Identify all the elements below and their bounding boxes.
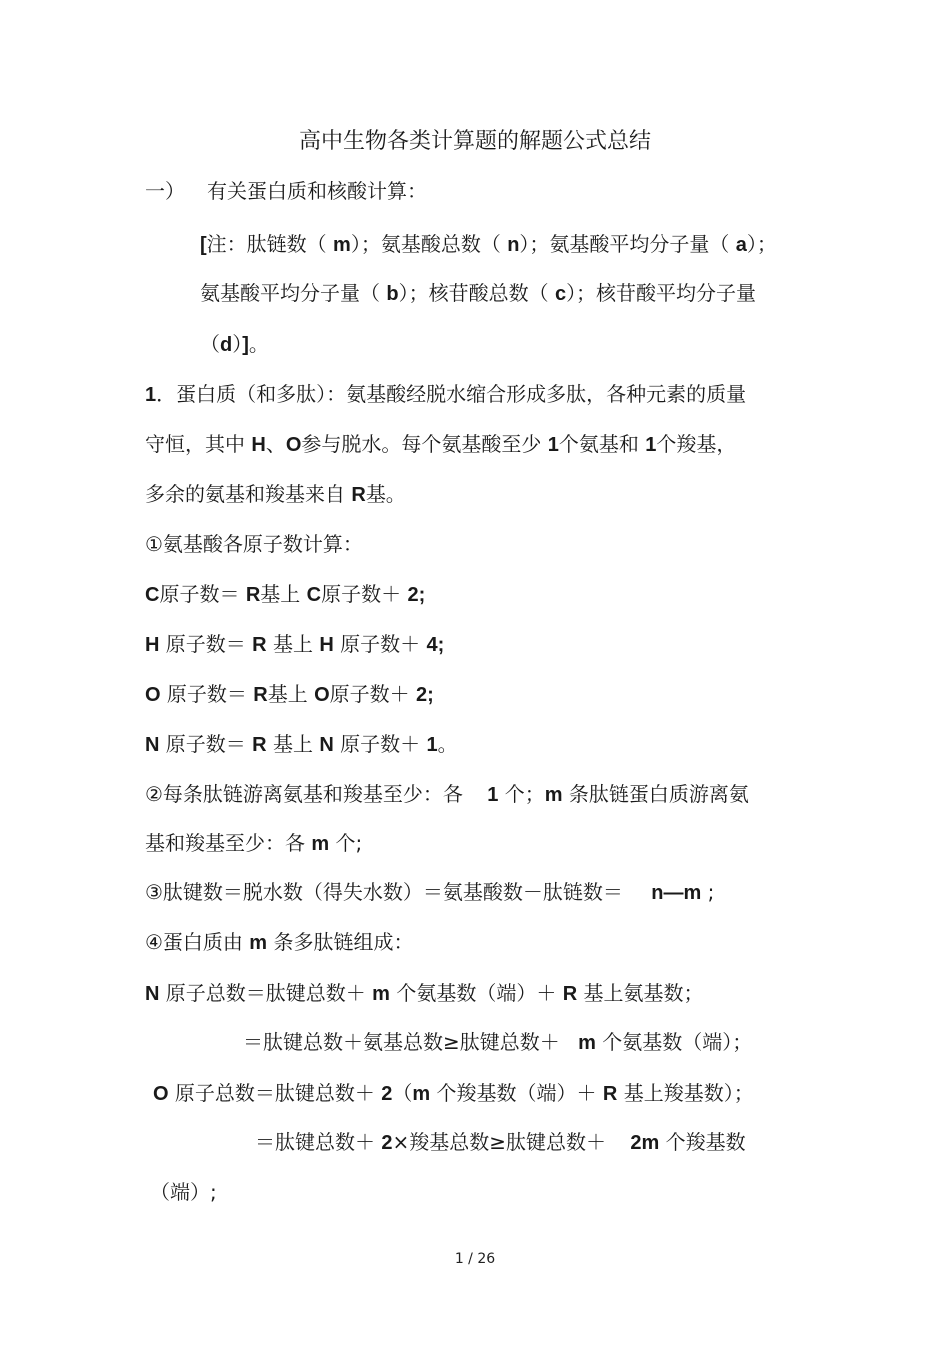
formula-text: ＝肽键总数＋氨基总数≥肽键总数＋ <box>243 1030 567 1054</box>
section-heading-1 <box>145 178 427 204</box>
formula-text: 原子数＝ <box>159 732 253 756</box>
var-m: m <box>544 784 563 806</box>
item-text: 、 <box>265 432 286 456</box>
item-text: 守恒，其中 <box>145 432 252 456</box>
item-1-line-3 <box>145 481 406 508</box>
note-text: ）；核苷酸平均分子量 <box>566 281 757 305</box>
formula-text: 原子数＋ <box>329 682 417 706</box>
item-text: 多余的氨基和羧基来自 <box>145 482 352 506</box>
punct: ; <box>418 584 426 606</box>
note-bracket-open: [ <box>200 234 207 256</box>
punct: ; <box>701 880 715 904</box>
note-text: ）；核苷酸总数（ <box>398 281 555 305</box>
note-var-a: a <box>735 234 747 256</box>
item-text: 参与脱水。每个氨基酸至少 <box>301 432 548 456</box>
item-text: 个氨基和 <box>558 432 646 456</box>
formula-text: 个羧基数（端）＋ <box>430 1081 603 1105</box>
var-m: m <box>578 1032 596 1054</box>
number: 2 <box>407 584 419 606</box>
item-text: ．蛋白质（和多肽）：氨基酸经脱水缩合形成多肽，各种元素的质量 <box>156 382 747 406</box>
formula-text: 基上 <box>266 732 320 756</box>
number: 2 <box>381 1132 393 1154</box>
formula-o-total-line-1 <box>153 1080 754 1107</box>
group-r: R <box>245 584 261 606</box>
group-r: R <box>602 1083 618 1105</box>
punct: 。 <box>437 732 458 756</box>
note-text: 注：肽链数（ <box>206 232 334 256</box>
formula-text: 个羧基数 <box>659 1130 746 1154</box>
formula-text: 条肽链蛋白质游离氨 <box>562 782 749 806</box>
note-text: ） <box>232 332 243 356</box>
element-o: O <box>145 684 161 706</box>
formula-text: ④蛋白质由 <box>145 930 250 954</box>
item-text: 个羧基， <box>656 432 737 456</box>
formula-text: 基上羧基数）； <box>617 1081 754 1105</box>
item-text: 基。 <box>365 482 406 506</box>
formula-text: 个氨基数（端）； <box>595 1030 753 1054</box>
formula-text: 原子数＋ <box>333 732 427 756</box>
note-text: 氨基酸平均分子量（ <box>200 281 387 305</box>
formula-o-atoms <box>145 681 434 708</box>
item-1-line-1 <box>145 381 746 408</box>
element-c: C <box>306 584 322 606</box>
formula-text: 原子总数＝肽键总数＋ <box>168 1081 382 1105</box>
formula-text: 个； <box>498 782 545 806</box>
formula-text: 条多肽链组成： <box>267 930 414 954</box>
element-n: N <box>145 734 160 756</box>
section-number: 一） <box>145 179 185 203</box>
note-text: ）；氨基酸总数（ <box>350 232 508 256</box>
subheading-1: ①氨基酸各原子数计算： <box>145 532 363 556</box>
note-var-m: m <box>333 234 351 256</box>
formula-o-total-line-2 <box>255 1129 746 1156</box>
formula-text: 个; <box>329 831 363 855</box>
formula-text: 基上 <box>260 582 307 606</box>
formula-text: ＝肽键总数＋ <box>255 1130 382 1154</box>
subheading-4 <box>145 929 413 956</box>
formula-n-total-line-1 <box>145 980 704 1007</box>
var-m: m <box>372 983 390 1005</box>
subheading-2-line-2 <box>145 830 362 857</box>
number: 2 <box>416 684 428 706</box>
note-var-c: c <box>554 283 567 305</box>
number: 1 <box>426 734 438 756</box>
element-h: H <box>145 634 160 656</box>
formula-o-total-line-3: （端）; <box>150 1180 217 1204</box>
note-text: ）；氨基酸平均分子量（ <box>519 232 736 256</box>
formula-text: 原子总数＝肽键总数＋ <box>159 981 373 1005</box>
document-title: 高中生物各类计算题的解题公式总结 <box>298 129 651 154</box>
group-r: R <box>252 734 267 756</box>
var-m: m <box>311 833 330 855</box>
note-var-d: d <box>220 334 233 356</box>
punct: ; <box>427 684 434 706</box>
number: 2 <box>381 1083 393 1105</box>
number-1: 1 <box>547 434 559 456</box>
element-c: C <box>145 584 160 606</box>
group-r: R <box>351 484 366 506</box>
formula-text: （ <box>392 1081 413 1105</box>
formula-text: 原子数＝ <box>159 632 253 656</box>
item-number: 1 <box>145 384 157 406</box>
expr-2m: 2m <box>630 1132 660 1154</box>
punct: ; <box>437 634 445 656</box>
group-r: R <box>562 983 578 1005</box>
note-var-n: n <box>507 234 520 256</box>
element-n: N <box>319 734 334 756</box>
formula-text: ③肽键数＝脱水数（得失水数）＝氨基酸数－肽链数＝ <box>145 880 630 904</box>
formula-text: 基上 <box>267 682 315 706</box>
formula-h-atoms <box>145 631 444 658</box>
group-r: R <box>252 634 267 656</box>
expr-n-minus-m: n—m <box>651 882 702 904</box>
formula-n-total-line-2 <box>243 1029 752 1056</box>
note-var-b: b <box>386 283 399 305</box>
formula-c-atoms <box>145 581 425 608</box>
formula-text: 原子数＋ <box>333 632 427 656</box>
number: 4 <box>426 634 438 656</box>
formula-text: 基和羧基至少：各 <box>145 831 312 855</box>
formula-text: ×羧基总数≥肽键总数＋ <box>392 1130 613 1154</box>
number-1: 1 <box>645 434 657 456</box>
subheading-3 <box>145 879 714 906</box>
element-h: H <box>251 434 266 456</box>
number-1: 1 <box>487 784 499 806</box>
element-o: O <box>285 434 302 456</box>
note-text: （ <box>200 332 220 356</box>
element-n: N <box>145 983 160 1005</box>
note-line-2 <box>200 280 756 307</box>
group-r: R <box>253 684 268 706</box>
page-number: 1 / 26 <box>454 1251 496 1267</box>
var-m: m <box>412 1083 431 1105</box>
formula-text: ②每条肽链游离氨基和羧基至少：各 <box>145 782 470 806</box>
formula-text: 原子数＝ <box>159 582 246 606</box>
note-text: 。 <box>248 332 269 356</box>
formula-n-atoms <box>145 731 458 758</box>
note-bracket-close: ] <box>242 334 249 356</box>
formula-text: 原子数＝ <box>160 682 254 706</box>
section-heading-text: 有关蛋白质和核酸计算： <box>207 179 427 203</box>
note-line-1 <box>200 231 777 258</box>
formula-text: 原子数＋ <box>321 582 408 606</box>
element-o: O <box>153 1083 169 1105</box>
formula-text: 个氨基数（端）＋ <box>389 981 563 1005</box>
item-1-line-2 <box>145 431 736 458</box>
formula-text: 基上 <box>266 632 320 656</box>
formula-text: 基上氨基数； <box>577 981 704 1005</box>
subheading-2-line-1 <box>145 781 749 808</box>
var-m: m <box>249 932 268 954</box>
note-line-3 <box>200 331 269 358</box>
element-o: O <box>314 684 330 706</box>
note-text: ）； <box>746 232 777 256</box>
element-h: H <box>319 634 334 656</box>
